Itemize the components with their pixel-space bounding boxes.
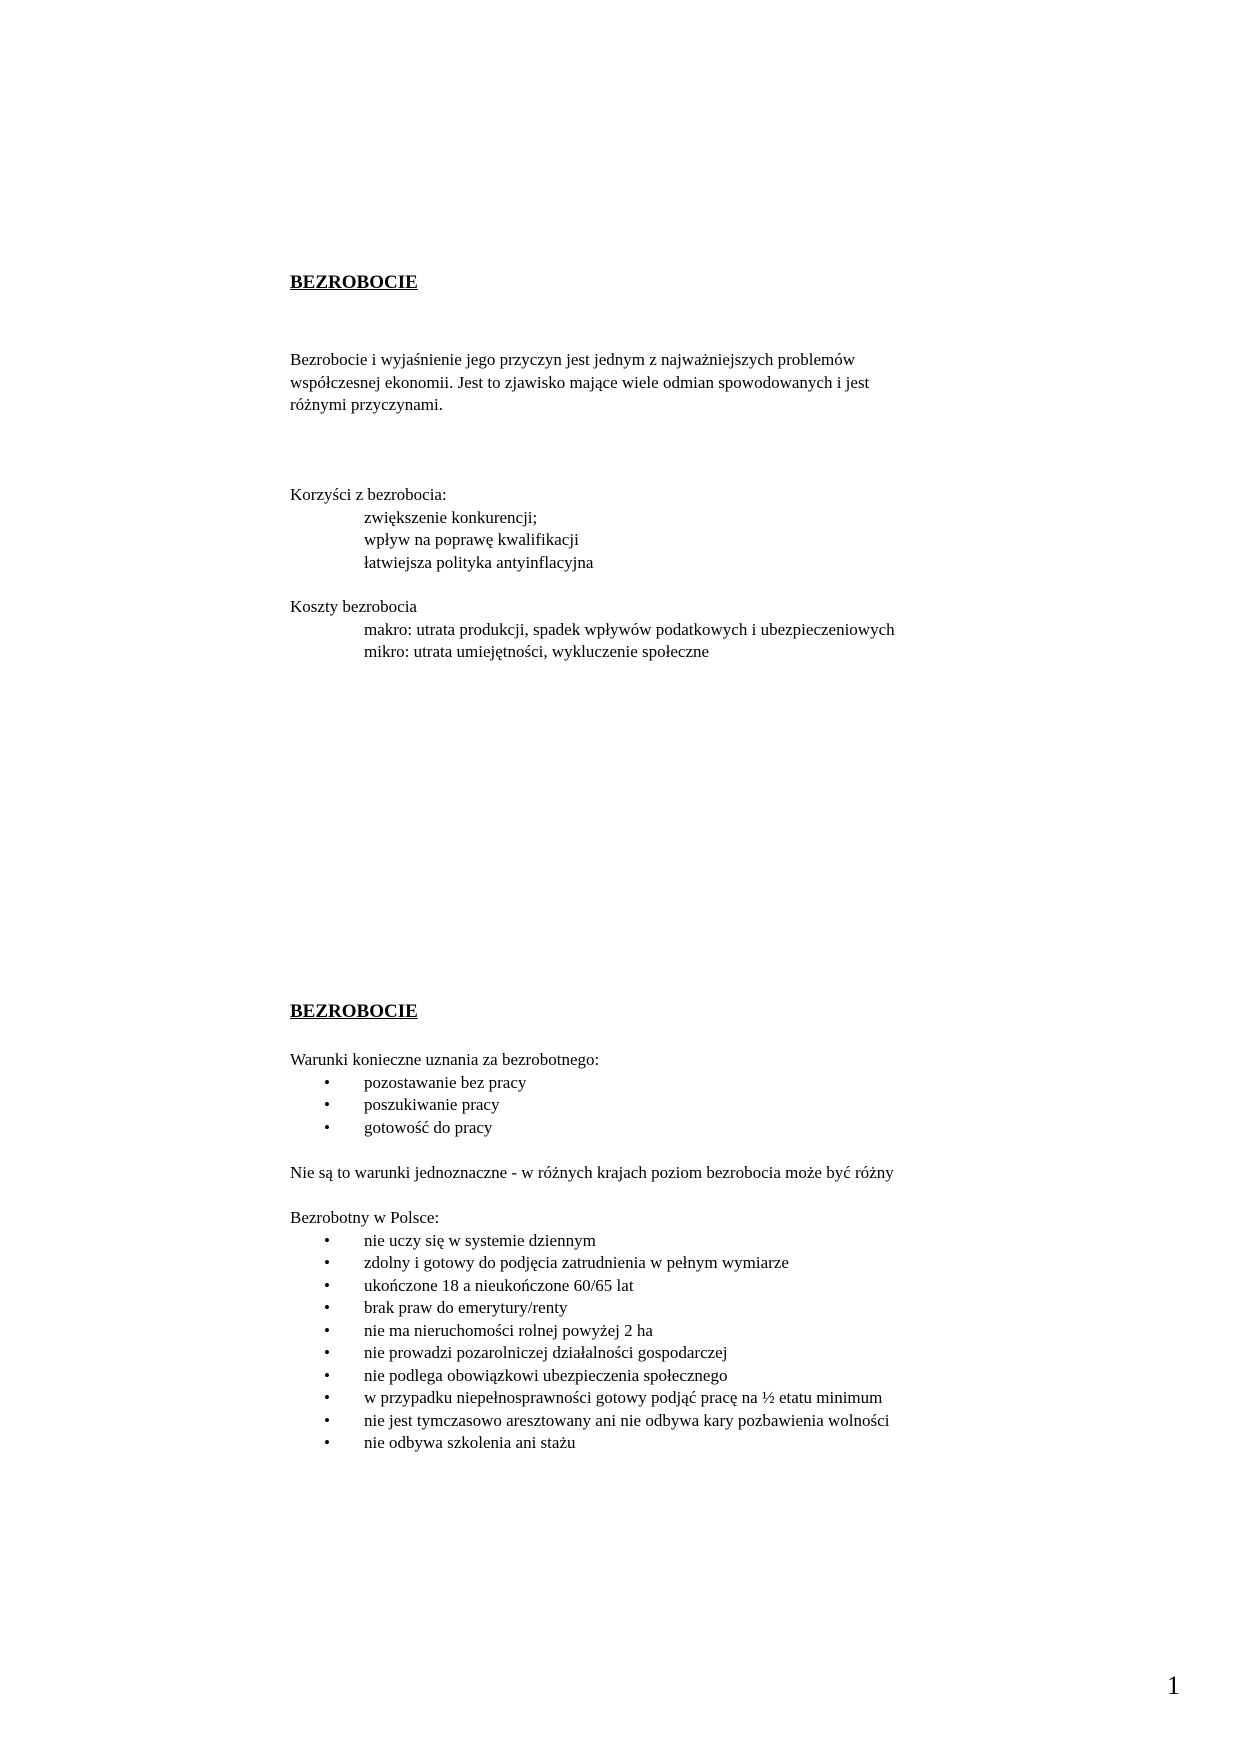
list-item-text: nie odbywa szkolenia ani stażu <box>364 1433 576 1452</box>
conditions-list <box>290 1072 599 1140</box>
list-item <box>290 1410 889 1433</box>
list-item-text: poszukiwanie pracy <box>364 1095 500 1114</box>
bullet-icon: • <box>324 1320 330 1340</box>
bullet-icon: • <box>324 1410 330 1430</box>
bullet-icon: • <box>324 1117 330 1137</box>
poland-list <box>290 1230 889 1455</box>
list-item <box>290 1320 889 1343</box>
list-item <box>290 1275 889 1298</box>
bullet-icon: • <box>324 1253 330 1272</box>
costs-label: Koszty bezrobocia <box>290 597 417 616</box>
list-item-text: pozostawanie bez pracy <box>364 1072 527 1092</box>
list-item <box>290 1342 889 1365</box>
list-item <box>290 1387 889 1410</box>
intro-paragraph <box>290 349 869 417</box>
conditions-block <box>290 1049 599 1139</box>
benefits-label: Korzyści z bezrobocia: <box>290 485 447 504</box>
cost-item: mikro: utrata umiejętności, wykluczenie społeczne <box>364 642 710 661</box>
list-item <box>290 1297 889 1320</box>
list-item-text: gotowość do pracy <box>364 1117 493 1137</box>
list-item-text: nie podlega obowiązkowi ubezpieczenia społecznego <box>364 1365 728 1385</box>
poland-label: Bezrobotny w Polsce: <box>290 1208 440 1227</box>
bullet-icon: • <box>324 1095 330 1114</box>
intro-line: różnymi przyczynami. <box>290 395 443 414</box>
benefits-block <box>290 484 593 574</box>
costs-block <box>290 596 895 664</box>
bullet-icon: • <box>324 1365 330 1385</box>
list-item <box>290 1252 889 1275</box>
bullet-icon: • <box>324 1388 330 1407</box>
bullet-icon: • <box>324 1433 330 1452</box>
intro-line: współczesnej ekonomii. Jest to zjawisko mające wiele odmian spowodowanych i jest <box>290 372 870 392</box>
list-item-text: ukończone 18 a nieukończone 60/65 lat <box>364 1275 634 1295</box>
benefit-item: wpływ na poprawę kwalifikacji <box>364 530 579 549</box>
list-item-text: nie jest tymczasowo aresztowany ani nie odbywa kary pozbawienia wolności <box>364 1410 890 1430</box>
list-item-text: zdolny i gotowy do podjęcia zatrudnienia w pełnym wymiarze <box>364 1253 789 1272</box>
list-item-text: brak praw do emerytury/renty <box>364 1298 568 1317</box>
conditions-label: Warunki konieczne uznania za bezrobotnego: <box>290 1050 600 1069</box>
section2-heading: BEZROBOCIE <box>290 1001 418 1022</box>
list-item <box>290 1117 599 1140</box>
list-item <box>290 1230 889 1253</box>
list-item-text: nie uczy się w systemie dziennym <box>364 1230 596 1250</box>
section1-heading: BEZROBOCIE <box>290 272 418 293</box>
benefit-item: zwiększenie konkurencji; <box>364 507 538 527</box>
list-item-text: nie prowadzi pozarolniczej działalności gospodarczej <box>364 1343 728 1362</box>
list-item-text: w przypadku niepełnosprawności gotowy podjąć pracę na ½ etatu minimum <box>364 1388 883 1407</box>
list-item <box>290 1432 889 1455</box>
list-item <box>290 1072 599 1095</box>
bullet-icon: • <box>324 1275 330 1295</box>
bullet-icon: • <box>324 1072 330 1092</box>
note-paragraph: Nie są to warunki jednoznaczne - w różnych krajach poziom bezrobocia może być różny <box>290 1163 894 1182</box>
bullet-icon: • <box>324 1343 330 1362</box>
cost-item: makro: utrata produkcji, spadek wpływów podatkowych i ubezpieczeniowych <box>364 619 895 639</box>
intro-line: Bezrobocie i wyjaśnienie jego przyczyn jest jednym z najważniejszych problemów <box>290 350 856 369</box>
benefit-item: łatwiejsza polityka antyinflacyjna <box>364 552 594 572</box>
bullet-icon: • <box>324 1298 330 1317</box>
list-item-text: nie ma nieruchomości rolnej powyżej 2 ha <box>364 1320 653 1340</box>
poland-block <box>290 1207 889 1455</box>
list-item <box>290 1365 889 1388</box>
bullet-icon: • <box>324 1230 330 1250</box>
page-number: 1 <box>1167 1671 1180 1700</box>
list-item <box>290 1094 599 1117</box>
